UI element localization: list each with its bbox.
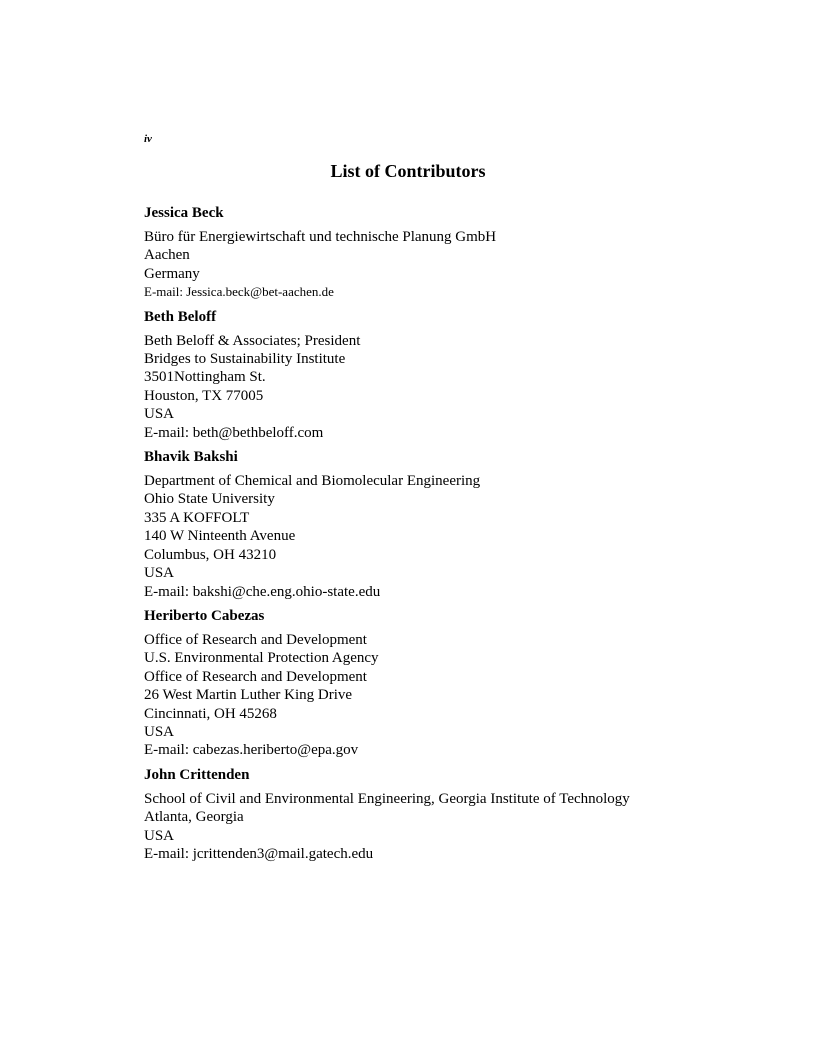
email-line: E-mail: beth@bethbeloff.com — [144, 424, 324, 441]
address-line: USA — [144, 827, 175, 844]
address-line: Office of Research and Development — [144, 631, 367, 648]
address-line: 140 W Ninteenth Avenue — [144, 528, 296, 545]
address-line: USA — [144, 565, 175, 582]
contributor-name: John Crittenden — [144, 766, 250, 783]
page-title-text: List of Contributors — [330, 161, 486, 181]
page-title — [0, 160, 816, 182]
contributor-entry — [144, 308, 744, 442]
email-line: E-mail: bakshi@che.eng.ohio-state.edu — [144, 583, 381, 600]
address-line: School of Civil and Environmental Engineering, Georgia Institute of Technology — [144, 790, 630, 807]
contributor-entry — [144, 448, 744, 601]
address-line: Ohio State University — [144, 491, 275, 508]
address-line: Atlanta, Georgia — [144, 809, 244, 826]
address-line: 335 A KOFFOLT — [144, 509, 250, 526]
page-number: iv — [144, 133, 152, 145]
address-line: Aachen — [144, 247, 190, 264]
address-line: Houston, TX 77005 — [144, 387, 264, 404]
contributor-name: Bhavik Bakshi — [144, 449, 238, 466]
email-line: E-mail: Jessica.beck@bet-aachen.de — [144, 284, 334, 300]
contributor-name: Jessica Beck — [144, 205, 224, 221]
contributor-entry — [144, 204, 744, 302]
address-line: 3501Nottingham St. — [144, 369, 266, 386]
contributor-list — [144, 204, 744, 863]
contributor-entry — [144, 607, 744, 760]
address-line: U.S. Environmental Protection Agency — [144, 650, 379, 667]
address-line: 26 West Martin Luther King Drive — [144, 687, 353, 704]
address-line: USA — [144, 723, 175, 740]
address-line: Bridges to Sustainability Institute — [144, 351, 346, 368]
address-line: Germany — [144, 265, 200, 282]
address-line: Department of Chemical and Biomolecular Engineering — [144, 473, 481, 490]
address-line: USA — [144, 406, 175, 423]
address-line: Beth Beloff & Associates; President — [144, 332, 361, 349]
contributor-entry — [144, 766, 744, 864]
email-line: E-mail: cabezas.heriberto@epa.gov — [144, 742, 359, 759]
address-line: Büro für Energiewirtschaft und technische Planung GmbH — [144, 229, 497, 245]
address-line: Cincinnati, OH 45268 — [144, 705, 277, 722]
address-line: Office of Research and Development — [144, 668, 367, 685]
contributor-name: Heriberto Cabezas — [144, 607, 265, 624]
email-line: E-mail: jcrittenden3@mail.gatech.edu — [144, 845, 374, 862]
contributor-name: Beth Beloff — [144, 308, 217, 325]
address-line: Columbus, OH 43210 — [144, 546, 277, 563]
